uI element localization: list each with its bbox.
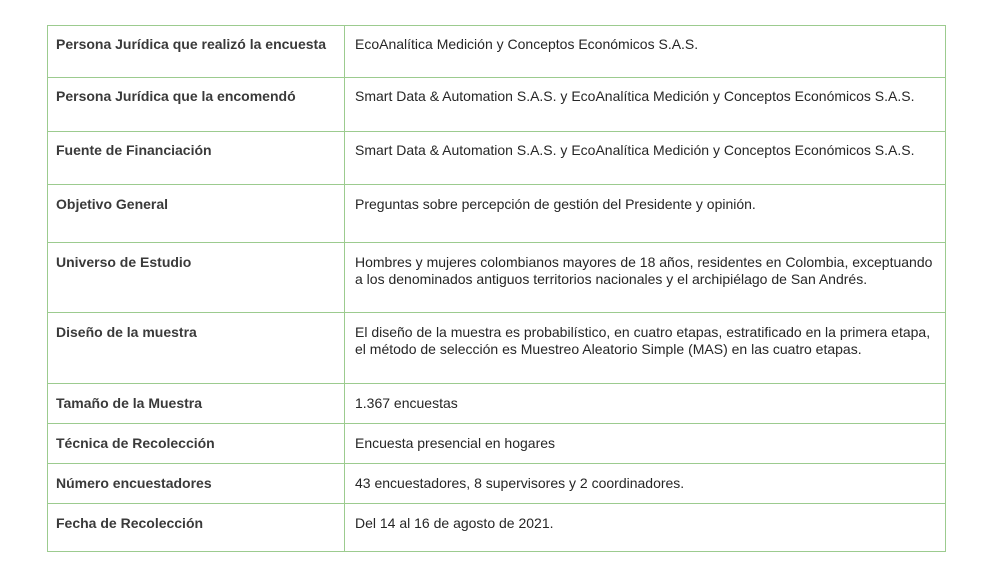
table-row — [48, 384, 946, 424]
row-label: Persona Jurídica que realizó la encuesta — [48, 26, 345, 78]
row-value: Encuesta presencial en hogares — [345, 424, 946, 464]
row-label: Fecha de Recolección — [48, 504, 345, 552]
table-row — [48, 78, 946, 132]
row-label: Objetivo General — [48, 185, 345, 243]
row-label: Diseño de la muestra — [48, 313, 345, 384]
table-row — [48, 464, 946, 504]
survey-technical-sheet — [47, 25, 946, 552]
row-label: Universo de Estudio — [48, 243, 345, 313]
table-row — [48, 132, 946, 185]
table-row — [48, 504, 946, 552]
row-label: Fuente de Financiación — [48, 132, 345, 185]
row-value: 43 encuestadores, 8 supervisores y 2 coordinadores. — [345, 464, 946, 504]
row-label: Técnica de Recolección — [48, 424, 345, 464]
row-label: Tamaño de la Muestra — [48, 384, 345, 424]
table-row — [48, 185, 946, 243]
row-value: El diseño de la muestra es probabilístico, en cuatro etapas, estratificado en la primera etapa, el método de selección es Muestreo Aleatorio Simple (MAS) en las cuatro etapas. — [345, 313, 946, 384]
row-value: 1.367 encuestas — [345, 384, 946, 424]
row-value: Smart Data & Automation S.A.S. y EcoAnalítica Medición y Conceptos Económicos S.A.S. — [345, 132, 946, 185]
row-label: Persona Jurídica que la encomendó — [48, 78, 345, 132]
table-row — [48, 313, 946, 384]
table-row — [48, 26, 946, 78]
row-value: EcoAnalítica Medición y Conceptos Económicos S.A.S. — [345, 26, 946, 78]
row-value: Hombres y mujeres colombianos mayores de 18 años, residentes en Colombia, exceptuando a los denominados antiguos territorios nacionales y el archipiélago de San Andrés. — [345, 243, 946, 313]
row-value: Del 14 al 16 de agosto de 2021. — [345, 504, 946, 552]
row-value: Preguntas sobre percepción de gestión del Presidente y opinión. — [345, 185, 946, 243]
row-value: Smart Data & Automation S.A.S. y EcoAnalítica Medición y Conceptos Económicos S.A.S. — [345, 78, 946, 132]
row-label: Número encuestadores — [48, 464, 345, 504]
table-row — [48, 243, 946, 313]
table-row — [48, 424, 946, 464]
